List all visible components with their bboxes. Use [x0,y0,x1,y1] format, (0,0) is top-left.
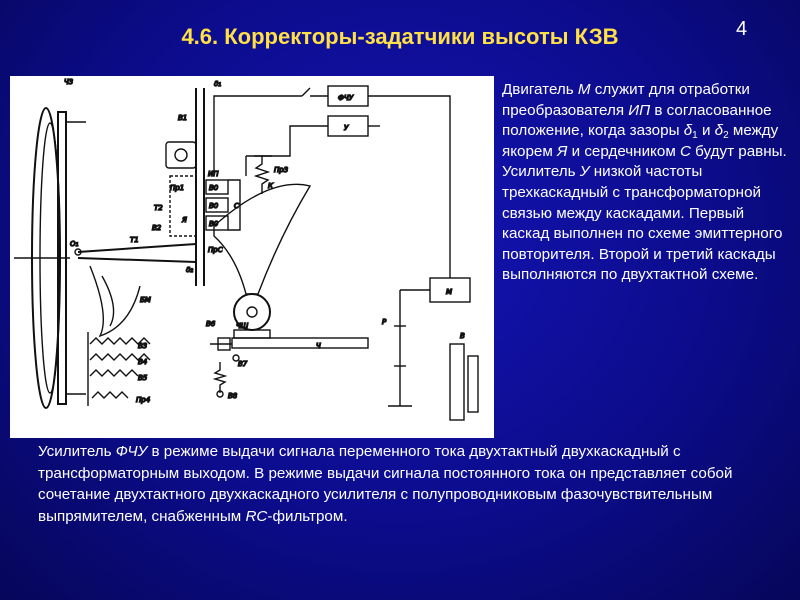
term-delta2: δ [714,122,724,140]
text-run: -фильтром. [267,507,348,525]
term-ip: ИП [628,101,651,119]
label-fchu: ФЧУ [338,94,354,102]
text-run: между якорем [502,122,779,160]
term-delta1: δ [683,122,693,140]
label-d2: δ₂ [186,266,194,274]
text-run: служит для отработки преобразователя [502,81,750,119]
label-v0-1: В0 [209,184,219,192]
term-m: М [577,81,591,98]
rack-assembly [210,338,368,397]
flywheel-assembly [14,108,86,408]
page-number: 4 [736,18,748,40]
label-bm: БМ [140,296,151,304]
lever-arm [75,244,196,336]
kzv-schematic-diagram [10,76,494,438]
term-s: С [679,142,691,160]
text-run: в согласованное положение, когда зазоры [502,101,772,140]
term-delta1-sub: 1 [692,130,698,142]
label-t2: Т2 [154,204,163,212]
label-v3: В3 [138,342,148,350]
text-run: будут равны. Усилитель [502,142,787,181]
motor-drive [388,278,478,420]
label-k: К [268,182,273,190]
term-u: У [579,163,590,181]
label-o1: О₁ [70,240,79,248]
label-pr1: Пр1 [170,184,185,192]
label-v7: В7 [238,360,248,368]
text-run: и [697,122,715,140]
text-run: низкой частоты трехкаскадный с трансформаторной связью между каскадами. Первый каскад выполнен по схеме эмиттерного повторителя. Второй и третий каскады выполняются по двухтактной схеме. [502,163,783,284]
label-v2: В2 [152,224,162,232]
label-r: Р [382,318,387,326]
label-v: В [460,332,465,340]
label-v0-3: В0 [209,220,219,228]
label-ip: ИП [208,170,219,178]
control-wiring [214,86,450,278]
label-v0-2: В0 [209,202,219,210]
term-rc: RC [245,507,268,525]
label-pr4: Пр4 [136,396,151,404]
label-ch: Ч [316,342,321,350]
label-v8: В8 [228,392,238,400]
label-v1: В1 [178,114,188,122]
label-c: С [234,202,239,210]
text-run: и сердечником [567,142,680,160]
slide-title: 4.6. Корректоры-задатчики высоты КЗВ [181,24,619,49]
label-d1: δ₁ [214,80,222,88]
label-prs: ПрС [208,246,223,254]
label-pr3: Пр3 [274,166,289,174]
text-run: в режиме выдачи сигнала переменного тока двухтактный двухкаскадный с трансформаторным выходом. В режиме выдачи сигнала постоянного тока он представляет собой сочетание двухтактного двухкаскадного усилителя с полупроводниковым фазочувствительным выпрямителем, снабженным [38,443,733,525]
label-t1: Т1 [130,236,139,244]
label-v5: В5 [138,374,148,382]
bottom-description [38,441,790,527]
side-description [502,80,792,286]
term-ya: Я [557,142,568,160]
label-m: М [446,288,453,296]
text-run: Усилитель [38,443,116,460]
label-chsh: ЧШ [236,322,249,330]
term-delta2-sub: 2 [723,130,729,142]
label-v6: В6 [206,320,216,328]
label-ch3: Ч3 [64,78,74,86]
label-u: У [344,124,349,132]
text-run: Двигатель [502,81,578,98]
label-ya: Я [182,216,187,224]
label-v4: В4 [138,358,148,366]
term-fchu: ФЧУ [115,443,148,460]
